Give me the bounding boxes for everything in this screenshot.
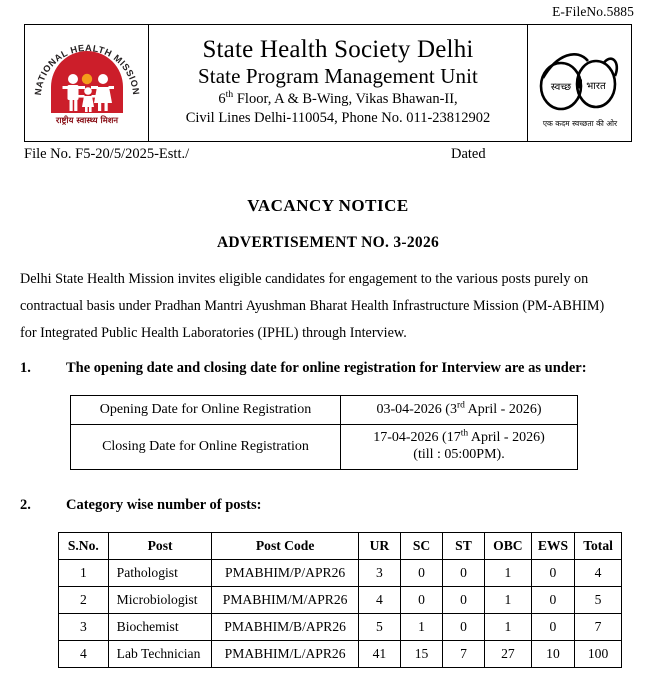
table-row — [71, 425, 578, 470]
cell-ur: 5 — [358, 614, 400, 641]
cell-sno: 2 — [59, 587, 109, 614]
cell-total: 5 — [575, 587, 622, 614]
cell-sc: 1 — [401, 614, 443, 641]
cell-code: PMABHIM/B/APR26 — [212, 614, 358, 641]
clause-1-text: The opening date and closing date for online registration for Interview are as under: — [66, 360, 587, 376]
nhm-logo-cell — [25, 25, 149, 141]
cell-ur: 41 — [358, 641, 400, 668]
svg-text:एक कदम स्वच्छता की ओर: एक कदम स्वच्छता की ओर — [542, 119, 617, 128]
table-row — [59, 614, 622, 641]
cell-ews: 0 — [531, 587, 574, 614]
letterhead-box — [24, 24, 632, 142]
cell-post: Biochemist — [108, 614, 212, 641]
table-row — [59, 587, 622, 614]
svg-text:राष्ट्रीय स्वास्थ्य मिशन: राष्ट्रीय स्वास्थ्य मिशन — [55, 115, 118, 125]
cell-sno: 4 — [59, 641, 109, 668]
cell-ews: 0 — [531, 560, 574, 587]
table-row — [71, 396, 578, 425]
address-line-1: 6th Floor, A & B-Wing, Vikas Bhawan-II, — [218, 89, 458, 108]
cell-post: Pathologist — [108, 560, 212, 587]
cell-obc: 27 — [484, 641, 531, 668]
header-post: Post — [108, 533, 212, 560]
advertisement-number: ADVERTISEMENT NO. 3-2026 — [216, 234, 440, 251]
header-sno: S.No. — [59, 533, 109, 560]
header-obc: OBC — [484, 533, 531, 560]
cell-obc: 1 — [484, 614, 531, 641]
svg-text:NATIONAL HEALTH MISSION: NATIONAL HEALTH MISSION — [32, 42, 141, 96]
cell-post: Lab Technician — [108, 641, 212, 668]
header-ews: EWS — [531, 533, 574, 560]
cell-code: PMABHIM/L/APR26 — [212, 641, 358, 668]
clause-1-number: 1. — [20, 360, 31, 376]
closing-date-value: 17-04-2026 (17th April - 2026) (till : 05:00PM). — [341, 425, 578, 470]
header-st: ST — [443, 533, 485, 560]
cell-obc: 1 — [484, 560, 531, 587]
cell-total: 100 — [575, 641, 622, 668]
page-title: VACANCY NOTICE — [247, 196, 409, 215]
address-line-2: Civil Lines Delhi-110054, Phone No. 011-23812902 — [185, 109, 491, 126]
cell-st: 0 — [443, 614, 485, 641]
cell-code: PMABHIM/P/APR26 — [212, 560, 358, 587]
cell-ur: 4 — [358, 587, 400, 614]
intro-paragraph — [20, 266, 622, 347]
header-total: Total — [575, 533, 622, 560]
intro-line-2: contractual basis under Pradhan Mantri Ayushman Bharat Health Infrastructure Mission (PM-ABHIM) — [20, 298, 605, 314]
swachh-bharat-logo — [533, 34, 627, 132]
cell-total: 7 — [575, 614, 622, 641]
cell-st: 7 — [443, 641, 485, 668]
intro-line-3: for Integrated Public Health Laboratories (IPHL) through Interview. — [20, 325, 407, 341]
swachh-bharat-logo-cell — [527, 25, 631, 141]
cell-sno: 3 — [59, 614, 109, 641]
category-wise-posts-table — [58, 532, 622, 668]
file-number: File No. F5-20/5/2025-Estt./ — [24, 146, 190, 162]
file-reference-row — [24, 146, 632, 166]
table-row — [59, 560, 622, 587]
table-header-row — [59, 533, 622, 560]
cell-ews: 10 — [531, 641, 574, 668]
header-sc: SC — [401, 533, 443, 560]
opening-date-label: Opening Date for Online Registration — [71, 396, 341, 425]
closing-date-time: (till : 05:00PM). — [413, 447, 505, 462]
cell-code: PMABHIM/M/APR26 — [212, 587, 358, 614]
svg-text:भारत: भारत — [585, 81, 606, 92]
clause-2-text: Category wise number of posts: — [66, 497, 262, 513]
organization-subtitle: State Program Management Unit — [198, 63, 478, 88]
table-row — [59, 641, 622, 668]
cell-post: Microbiologist — [108, 587, 212, 614]
dated-label: Dated — [451, 146, 486, 162]
header-ur: UR — [358, 533, 400, 560]
cell-sc: 15 — [401, 641, 443, 668]
intro-line-1: Delhi State Health Mission invites eligible candidates for engagement to the various posts purely on — [20, 271, 589, 287]
cell-st: 0 — [443, 560, 485, 587]
cell-total: 4 — [575, 560, 622, 587]
opening-date-value: 03-04-2026 (3rd April - 2026) — [341, 396, 578, 425]
cell-sc: 0 — [401, 587, 443, 614]
clause-2-number: 2. — [20, 497, 31, 513]
organization-title: State Health Society Delhi — [202, 36, 474, 64]
letterhead-text-block — [149, 25, 527, 141]
header-post-code: Post Code — [212, 533, 358, 560]
cell-ur: 3 — [358, 560, 400, 587]
e-file-number: E-FileNo.5885 — [552, 4, 634, 19]
closing-date-label: Closing Date for Online Registration — [71, 425, 341, 470]
cell-sno: 1 — [59, 560, 109, 587]
cell-obc: 1 — [484, 587, 531, 614]
national-health-mission-logo — [31, 31, 143, 135]
cell-st: 0 — [443, 587, 485, 614]
svg-text:स्वच्छ: स्वच्छ — [550, 82, 571, 93]
cell-ews: 0 — [531, 614, 574, 641]
cell-sc: 0 — [401, 560, 443, 587]
registration-dates-table — [70, 395, 578, 470]
